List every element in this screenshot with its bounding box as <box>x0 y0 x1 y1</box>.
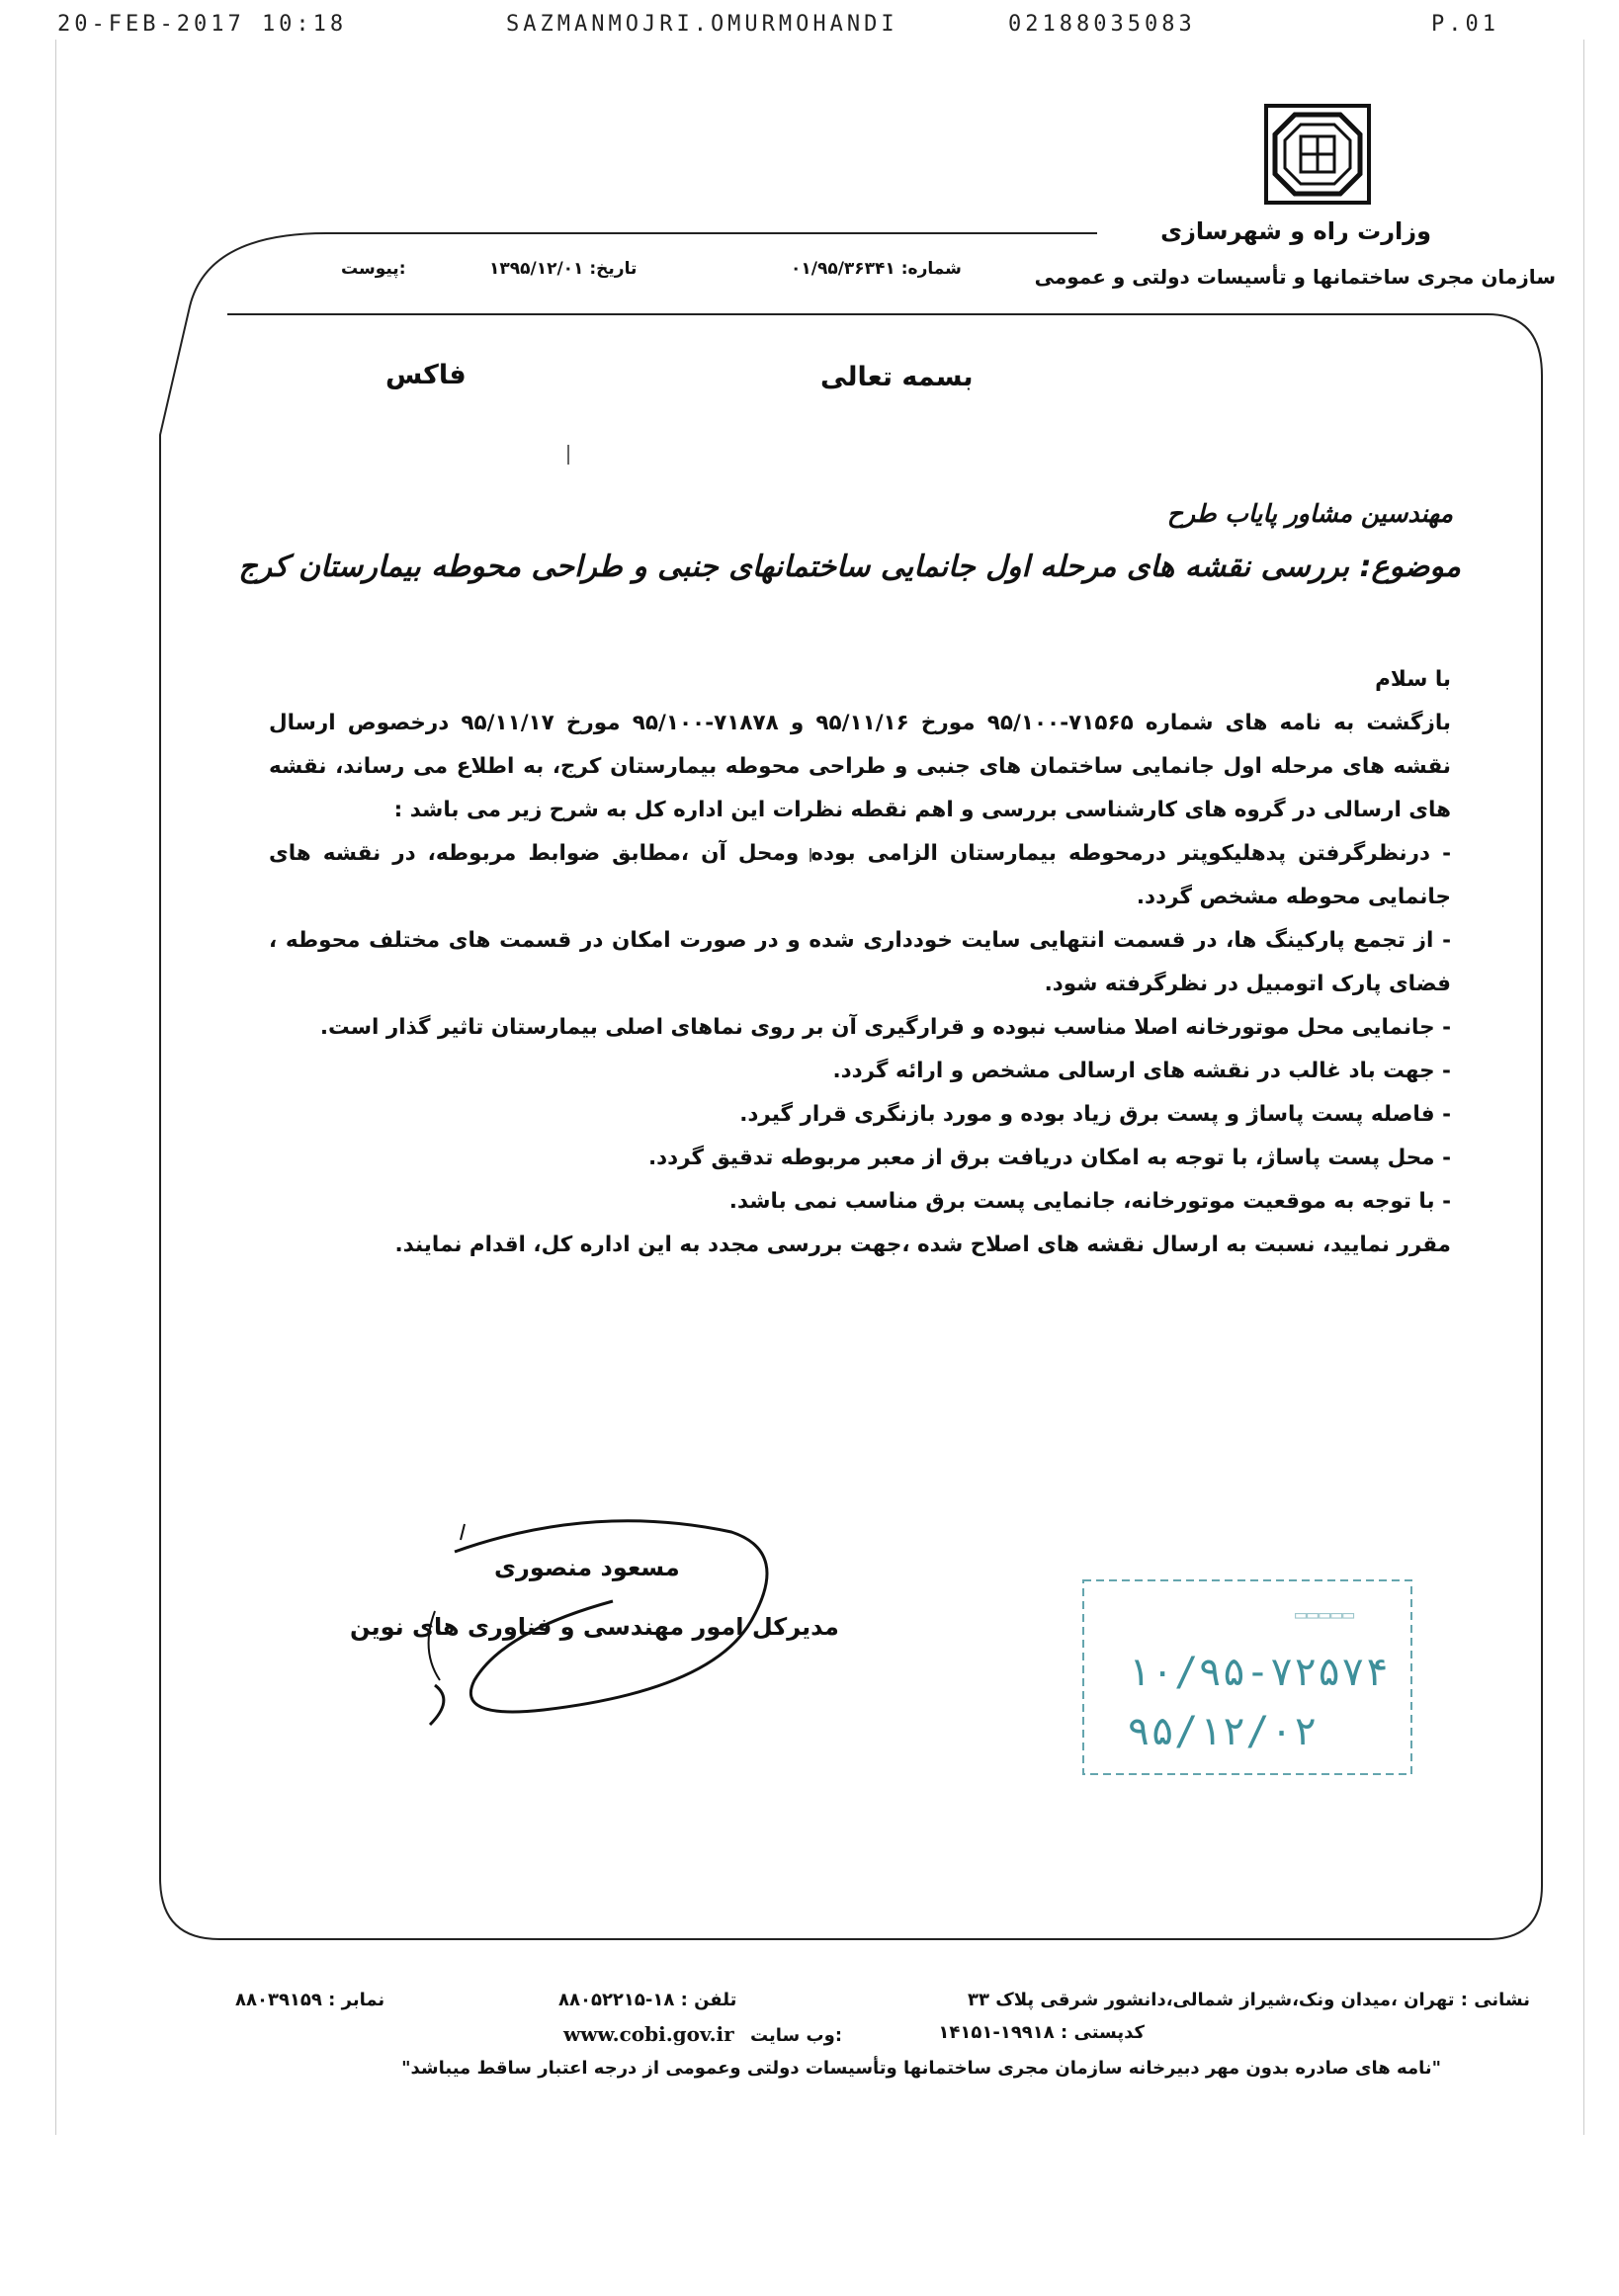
subject: موضوع: بررسی نقشه های مرحله اول جانمایی ساختمانهای جنبی و طراحی محوطه بیمارستان کرج <box>238 550 1461 584</box>
letter-number-field <box>791 259 962 279</box>
list-item: - جهت باد غالب در نقشه های ارسالی مشخص و ارائه گردد. <box>832 1059 1451 1083</box>
stamp-date: ۹۵/۱۲/۰۲ <box>1127 1709 1318 1754</box>
closing-paragraph: مقرر نمایید، نسبت به ارسال نقشه های اصلاح شده ،جهت بررسی مجدد به این اداره کل، اقدام نمایند. <box>394 1233 1451 1257</box>
footer-website: www.cobi.gov.ir <box>563 2022 734 2046</box>
letter-number: ۰۱/۹۵/۳۶۳۴۱ <box>791 259 895 279</box>
footer-phone: تلفن : ۱۸-۸۸۰۵۲۲۱۵ <box>558 1990 737 2010</box>
fax-phone: 02188035083 <box>1008 12 1196 37</box>
footer-website-row <box>563 2022 842 2046</box>
signatory-title: مدیرکل امور مهندسی و فناوری های نوین <box>350 1613 839 1641</box>
list-item: - درنظرگرفتن پدهلیکوپتر درمحوطه بیمارستان الزامی بوده ومحل آن ،مطابق ضوابط مربوطه، در نقشه های جانمایی محوطه مشخص گردد. <box>269 841 1451 909</box>
svg-text:▭▭▭▭▭: ▭▭▭▭▭ <box>1295 1602 1355 1626</box>
stamp-number: ۱۰/۹۵-۷۲۵۷۴ <box>1127 1650 1389 1695</box>
fax-page: P.01 <box>1431 12 1499 37</box>
footer-postal-code: کدپستی : ۱۹۹۱۸-۱۴۱۵۱ <box>938 2022 1145 2043</box>
ministry-name: وزارت راه و شهرسازی <box>1160 217 1431 245</box>
footer-website-label: وب سایت: <box>749 2025 843 2046</box>
bismillah: بسمه تعالی <box>820 362 974 392</box>
received-stamp-icon <box>1077 1576 1418 1779</box>
footer-fax: نمابر : ۸۸۰۳۹۱۵۹ <box>235 1990 385 2010</box>
list-item: - محل پست پاساژ، با توجه به امکان دریافت برق از معبر مربوطه تدقیق گردد. <box>647 1146 1451 1170</box>
letter-number-label: شماره: <box>900 259 962 279</box>
organization-name: سازمان مجری ساختمانها و تأسیسات دولتی و عمومی <box>1034 265 1556 289</box>
letter-date-label: تاریخ: <box>589 259 638 279</box>
list-item: - از تجمع پارکینگ ها، در قسمت انتهایی سایت خودداری شده و در صورت امکان در قسمت های مختلف محوطه ، فضای پارک اتومبیل در نظرگرفته شود. <box>269 928 1451 996</box>
list-item: - با توجه به موقعیت موتورخانه، جانمایی پست برق مناسب نمی باشد. <box>728 1189 1451 1214</box>
signatory-name: مسعود منصوری <box>494 1554 680 1581</box>
footer-validity-notice: "نامه های صادره بدون مهر دبیرخانه سازمان مجری ساختمانها وتأسیسات دولتی وعمومی از درجه اعتبار ساقط میباشد" <box>401 2058 1441 2079</box>
addressee: مهندسین مشاور پایاب طرح <box>1166 499 1453 528</box>
list-item: - فاصله پست پاساژ و پست برق زیاد بوده و مورد بازنگری قرار گیرد. <box>739 1102 1451 1127</box>
intro-paragraph: بازگشت به نامه های شماره ۷۱۵۶۵-۹۵/۱۰۰ مورخ ۹۵/۱۱/۱۶ و ۷۱۸۷۸-۹۵/۱۰۰ مورخ ۹۵/۱۱/۱۷ درخصوص ارسال نقشه های مرحله اول جانمایی ساختمان های جنبی و طراحی محوطه بیمارستان کرج، به اطلاع می رساند، نقشه های ارسالی در گروه های کارشناسی بررسی و اهم نقطه نظرات این اداره کل به شرح زیر می باشد : <box>269 711 1451 822</box>
fax-sender: SAZMANMOJRI.OMURMOHANDI <box>506 12 898 37</box>
list-item: - جانمایی محل موتورخانه اصلا مناسب نبوده و قرارگیری آن بر روی نماهای اصلی بیمارستان تاثیر گذار است. <box>319 1015 1451 1040</box>
footer-address: نشانی : تهران ،میدان ونک،شیراز شمالی،دانشور شرقی پلاک ۳۳ <box>968 1990 1530 2010</box>
letter-type: فاکس <box>385 360 467 390</box>
letter-date-field <box>489 259 637 279</box>
letter-body <box>269 658 1451 1267</box>
fax-datetime: 20-FEB-2017 10:18 <box>57 12 348 37</box>
greeting: با سلام <box>1375 667 1451 692</box>
attachment-label: پیوست: <box>341 259 406 279</box>
letter-date: ۱۳۹۵/۱۲/۰۱ <box>489 259 584 279</box>
